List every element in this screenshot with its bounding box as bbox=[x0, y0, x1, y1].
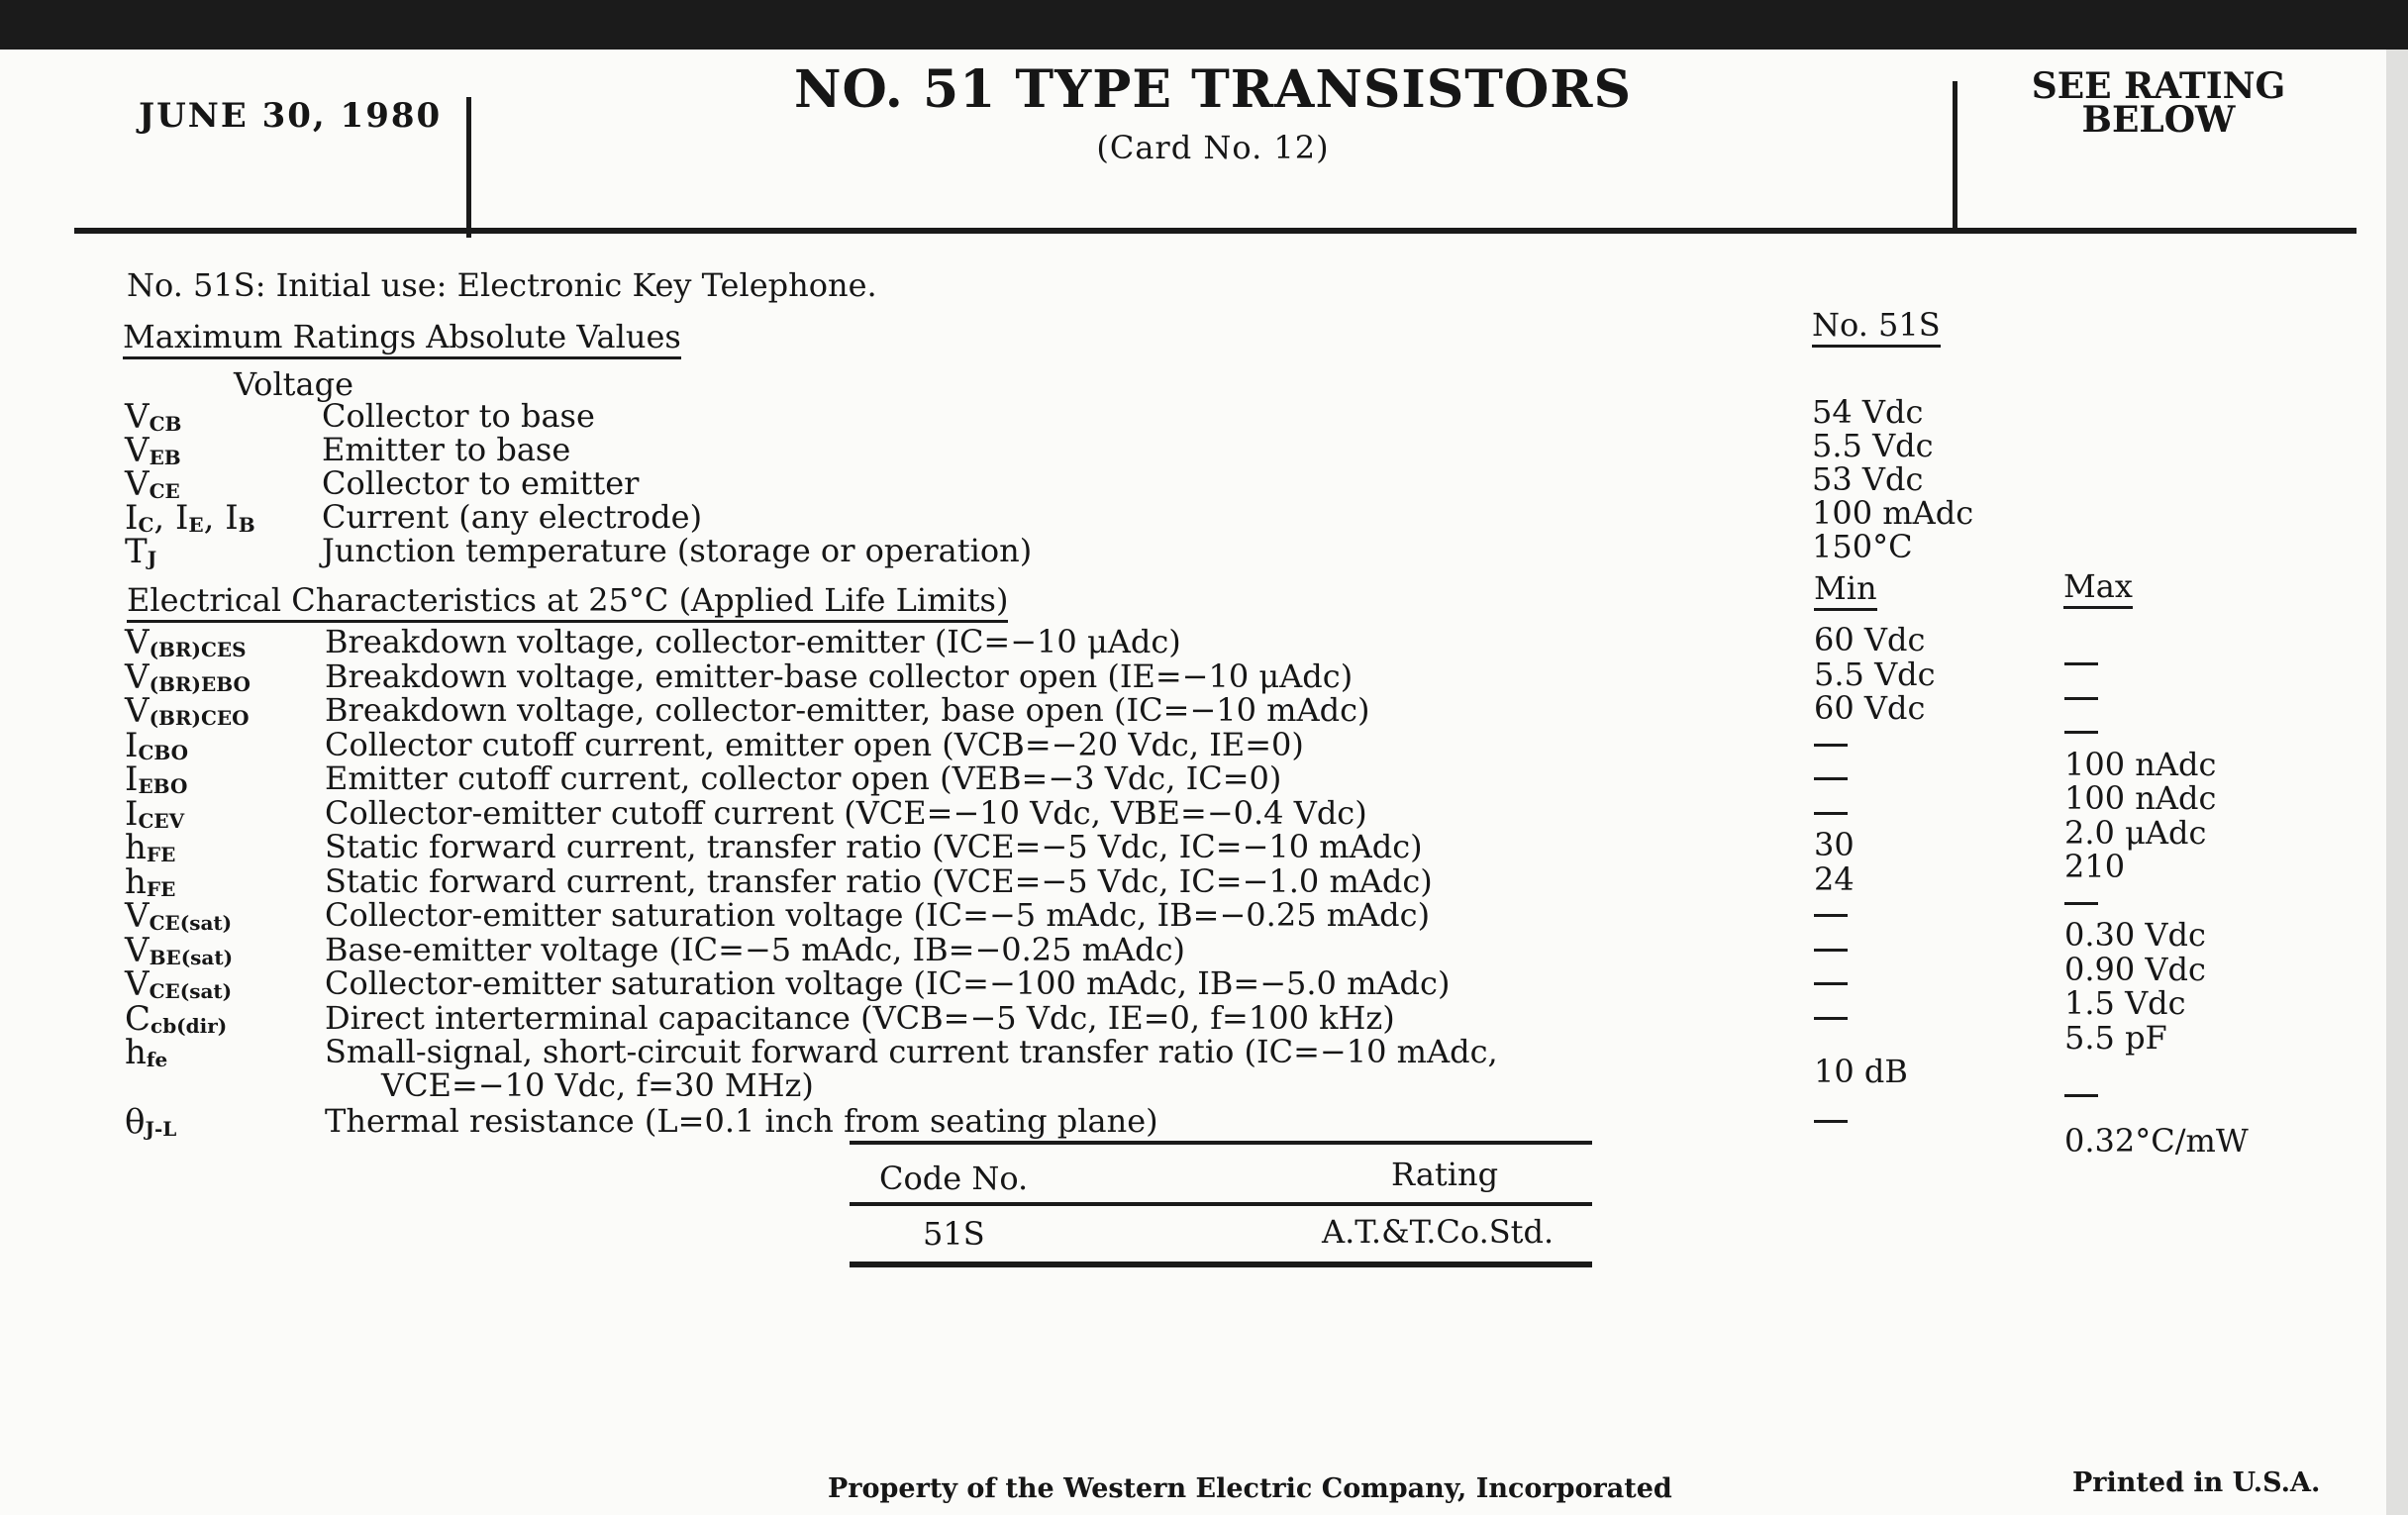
header-rule bbox=[74, 228, 2357, 234]
max-rating-value: 54 Vdc bbox=[1812, 393, 1924, 431]
max-rating-value: 53 Vdc bbox=[1812, 460, 1924, 498]
max-rating-symbol: TJ bbox=[125, 532, 157, 571]
electrical-description: Base-emitter voltage (IC=−5 mAdc, IB=−0.25 mAdc) bbox=[325, 930, 1186, 968]
electrical-description: Collector cutoff current, emitter open (VCB=−20 Vdc, IE=0) bbox=[325, 725, 1304, 763]
electrical-min-value bbox=[1814, 932, 1848, 963]
electrical-min-value bbox=[1814, 897, 1848, 929]
electrical-description: Thermal resistance (L=0.1 inch from seating plane) bbox=[325, 1102, 1158, 1140]
dash-mark bbox=[1814, 777, 1848, 780]
max-rating-description: Junction temperature (storage or operation) bbox=[322, 532, 1033, 569]
min-column-heading: Min bbox=[1814, 572, 1877, 611]
dash-mark bbox=[1814, 1120, 1848, 1123]
code-table-top-rule bbox=[850, 1141, 1592, 1145]
dash-mark bbox=[1814, 744, 1848, 747]
header-divider-right bbox=[1953, 81, 1957, 232]
header-divider-left bbox=[466, 97, 471, 238]
electrical-symbol: θJ-L bbox=[125, 1102, 177, 1142]
intro-line: No. 51S: Initial use: Electronic Key Telephone. bbox=[127, 266, 877, 304]
electrical-max-value bbox=[2064, 714, 2098, 746]
dash-mark bbox=[2064, 662, 2098, 665]
max-rating-symbol: IC, IE, IB bbox=[125, 498, 255, 538]
electrical-symbol: V(BR)CES bbox=[125, 623, 247, 662]
electrical-description: Emitter cutoff current, collector open (VEB=−3 Vdc, IC=0) bbox=[325, 759, 1282, 797]
electrical-min-value bbox=[1814, 795, 1848, 827]
electrical-min-value bbox=[1814, 727, 1848, 758]
electrical-description: Breakdown voltage, collector-emitter (IC=−10 μAdc) bbox=[325, 623, 1181, 660]
see-rating-line1: SEE RATING bbox=[2031, 65, 2286, 107]
card-subtitle: (Card No. 12) bbox=[1096, 129, 1330, 166]
electrical-symbol: VCE(sat) bbox=[125, 964, 233, 1004]
dash-mark bbox=[1814, 914, 1848, 917]
electrical-min-value: 60 Vdc bbox=[1814, 621, 1926, 658]
card-edge bbox=[2386, 50, 2408, 1515]
electrical-max-value bbox=[2064, 646, 2098, 677]
dash-mark bbox=[1814, 982, 1848, 985]
electrical-min-value bbox=[1814, 1103, 1848, 1135]
max-rating-symbol: VCB bbox=[125, 397, 182, 437]
dash-mark bbox=[2064, 902, 2098, 905]
electrical-max-value: 0.90 Vdc bbox=[2064, 950, 2206, 988]
electrical-symbol: ICEV bbox=[125, 793, 185, 834]
code-table-cell-rating: A.T.&T.Co.Std. bbox=[1322, 1213, 1555, 1251]
electrical-min-value bbox=[1814, 965, 1848, 997]
max-rating-description: Collector to emitter bbox=[322, 464, 640, 502]
dash-mark bbox=[2064, 697, 2098, 700]
electrical-symbol: ICBO bbox=[125, 725, 189, 765]
code-table-header-rating: Rating bbox=[1391, 1156, 1499, 1193]
electrical-max-value: 1.5 Vdc bbox=[2064, 984, 2186, 1022]
electrical-symbol: VCE(sat) bbox=[125, 896, 233, 936]
electrical-symbol: IEBO bbox=[125, 759, 188, 799]
electrical-description: Direct interterminal capacitance (VCB=−5 Vdc, IE=0, f=100 kHz) bbox=[325, 998, 1395, 1037]
dash-mark bbox=[1814, 1017, 1848, 1020]
dash-mark bbox=[2064, 1094, 2098, 1097]
see-rating-note bbox=[1960, 65, 2357, 142]
max-column-heading: Max bbox=[2063, 570, 2133, 609]
electrical-description: Breakdown voltage, collector-emitter, base open (IC=−10 mAdc) bbox=[325, 691, 1370, 729]
electrical-symbol: V(BR)EBO bbox=[125, 656, 251, 697]
max-rating-description: Emitter to base bbox=[322, 431, 571, 468]
code-table-mid-rule bbox=[850, 1202, 1592, 1206]
electrical-min-value: 30 bbox=[1814, 826, 1855, 863]
electrical-min-value: 10 dB bbox=[1814, 1053, 1908, 1090]
electrical-max-value: 5.5 pF bbox=[2064, 1018, 2167, 1057]
electrical-symbol: VBE(sat) bbox=[125, 930, 234, 970]
electrical-description: Breakdown voltage, emitter-base collector open (IE=−10 μAdc) bbox=[325, 656, 1354, 695]
electrical-max-value: 210 bbox=[2064, 848, 2126, 885]
electrical-min-value bbox=[1814, 760, 1848, 792]
electrical-symbol: V(BR)CEO bbox=[125, 691, 250, 731]
no-51s-column-heading: No. 51S bbox=[1812, 309, 1941, 348]
electrical-min-value: 24 bbox=[1814, 859, 1855, 898]
electrical-min-value bbox=[1814, 1000, 1848, 1032]
max-rating-description: Collector to base bbox=[322, 397, 595, 435]
electrical-symbol: hfe bbox=[125, 1033, 168, 1072]
electrical-max-value: 0.30 Vdc bbox=[2064, 916, 2206, 954]
max-rating-description: Current (any electrode) bbox=[322, 498, 703, 536]
max-rating-value: 5.5 Vdc bbox=[1812, 427, 1934, 464]
footer-printed: Printed in U.S.A. bbox=[2072, 1467, 2321, 1498]
electrical-max-value bbox=[2064, 680, 2098, 712]
electrical-description: Collector-emitter cutoff current (VCE=−10 Vdc, VBE=−0.4 Vdc) bbox=[325, 793, 1367, 832]
max-rating-symbol: VEB bbox=[125, 431, 181, 470]
electrical-description: Small-signal, short-circuit forward current transfer ratio (IC=−10 mAdc, bbox=[325, 1033, 1498, 1070]
max-rating-value: 150°C bbox=[1812, 528, 1913, 565]
code-table-header-code: Code No. bbox=[879, 1160, 1029, 1197]
footer-property: Property of the Western Electric Company, Incorporated bbox=[828, 1473, 1672, 1504]
code-table-cell-code: 51S bbox=[923, 1215, 985, 1253]
max-rating-value: 100 mAdc bbox=[1812, 494, 1974, 532]
electrical-min-value: 5.5 Vdc bbox=[1814, 655, 1936, 693]
code-table-bottom-rule bbox=[850, 1262, 1592, 1267]
electrical-description: Static forward current, transfer ratio (VCE=−5 Vdc, IC=−1.0 mAdc) bbox=[325, 861, 1433, 900]
dash-mark bbox=[1814, 949, 1848, 952]
voltage-group-label: Voltage bbox=[234, 365, 354, 403]
electrical-max-value: 2.0 μAdc bbox=[2064, 813, 2207, 852]
electrical-max-value bbox=[2064, 1077, 2098, 1109]
dash-mark bbox=[1814, 812, 1848, 815]
electrical-symbol: hFE bbox=[125, 861, 176, 902]
electrical-description: Collector-emitter saturation voltage (IC=−5 mAdc, IB=−0.25 mAdc) bbox=[325, 896, 1431, 934]
dash-mark bbox=[2064, 731, 2098, 734]
electrical-max-value: 0.32°C/mW bbox=[2064, 1122, 2249, 1160]
electrical-description: Static forward current, transfer ratio (VCE=−5 Vdc, IC=−10 mAdc) bbox=[325, 828, 1423, 865]
electrical-symbol: Ccb(dir) bbox=[125, 998, 228, 1039]
max-ratings-heading: Maximum Ratings Absolute Values bbox=[123, 321, 681, 359]
electrical-description-cont: VCE=−10 Vdc, f=30 MHz) bbox=[381, 1066, 814, 1104]
electrical-max-value: 100 nAdc bbox=[2064, 745, 2217, 783]
electrical-min-value: 60 Vdc bbox=[1814, 689, 1926, 727]
electrical-symbol: hFE bbox=[125, 828, 176, 867]
electrical-max-value: 100 nAdc bbox=[2064, 779, 2217, 817]
electrical-max-value bbox=[2064, 885, 2098, 917]
see-rating-line2: BELOW bbox=[2081, 99, 2236, 142]
electrical-description: Collector-emitter saturation voltage (IC=−100 mAdc, IB=−5.0 mAdc) bbox=[325, 964, 1451, 1002]
electrical-heading: Electrical Characteristics at 25°C (Applied Life Limits) bbox=[127, 584, 1008, 623]
card-date: JUNE 30, 1980 bbox=[139, 96, 443, 136]
card-title: NO. 51 TYPE TRANSISTORS bbox=[793, 59, 1633, 120]
max-rating-symbol: VCE bbox=[125, 464, 180, 504]
